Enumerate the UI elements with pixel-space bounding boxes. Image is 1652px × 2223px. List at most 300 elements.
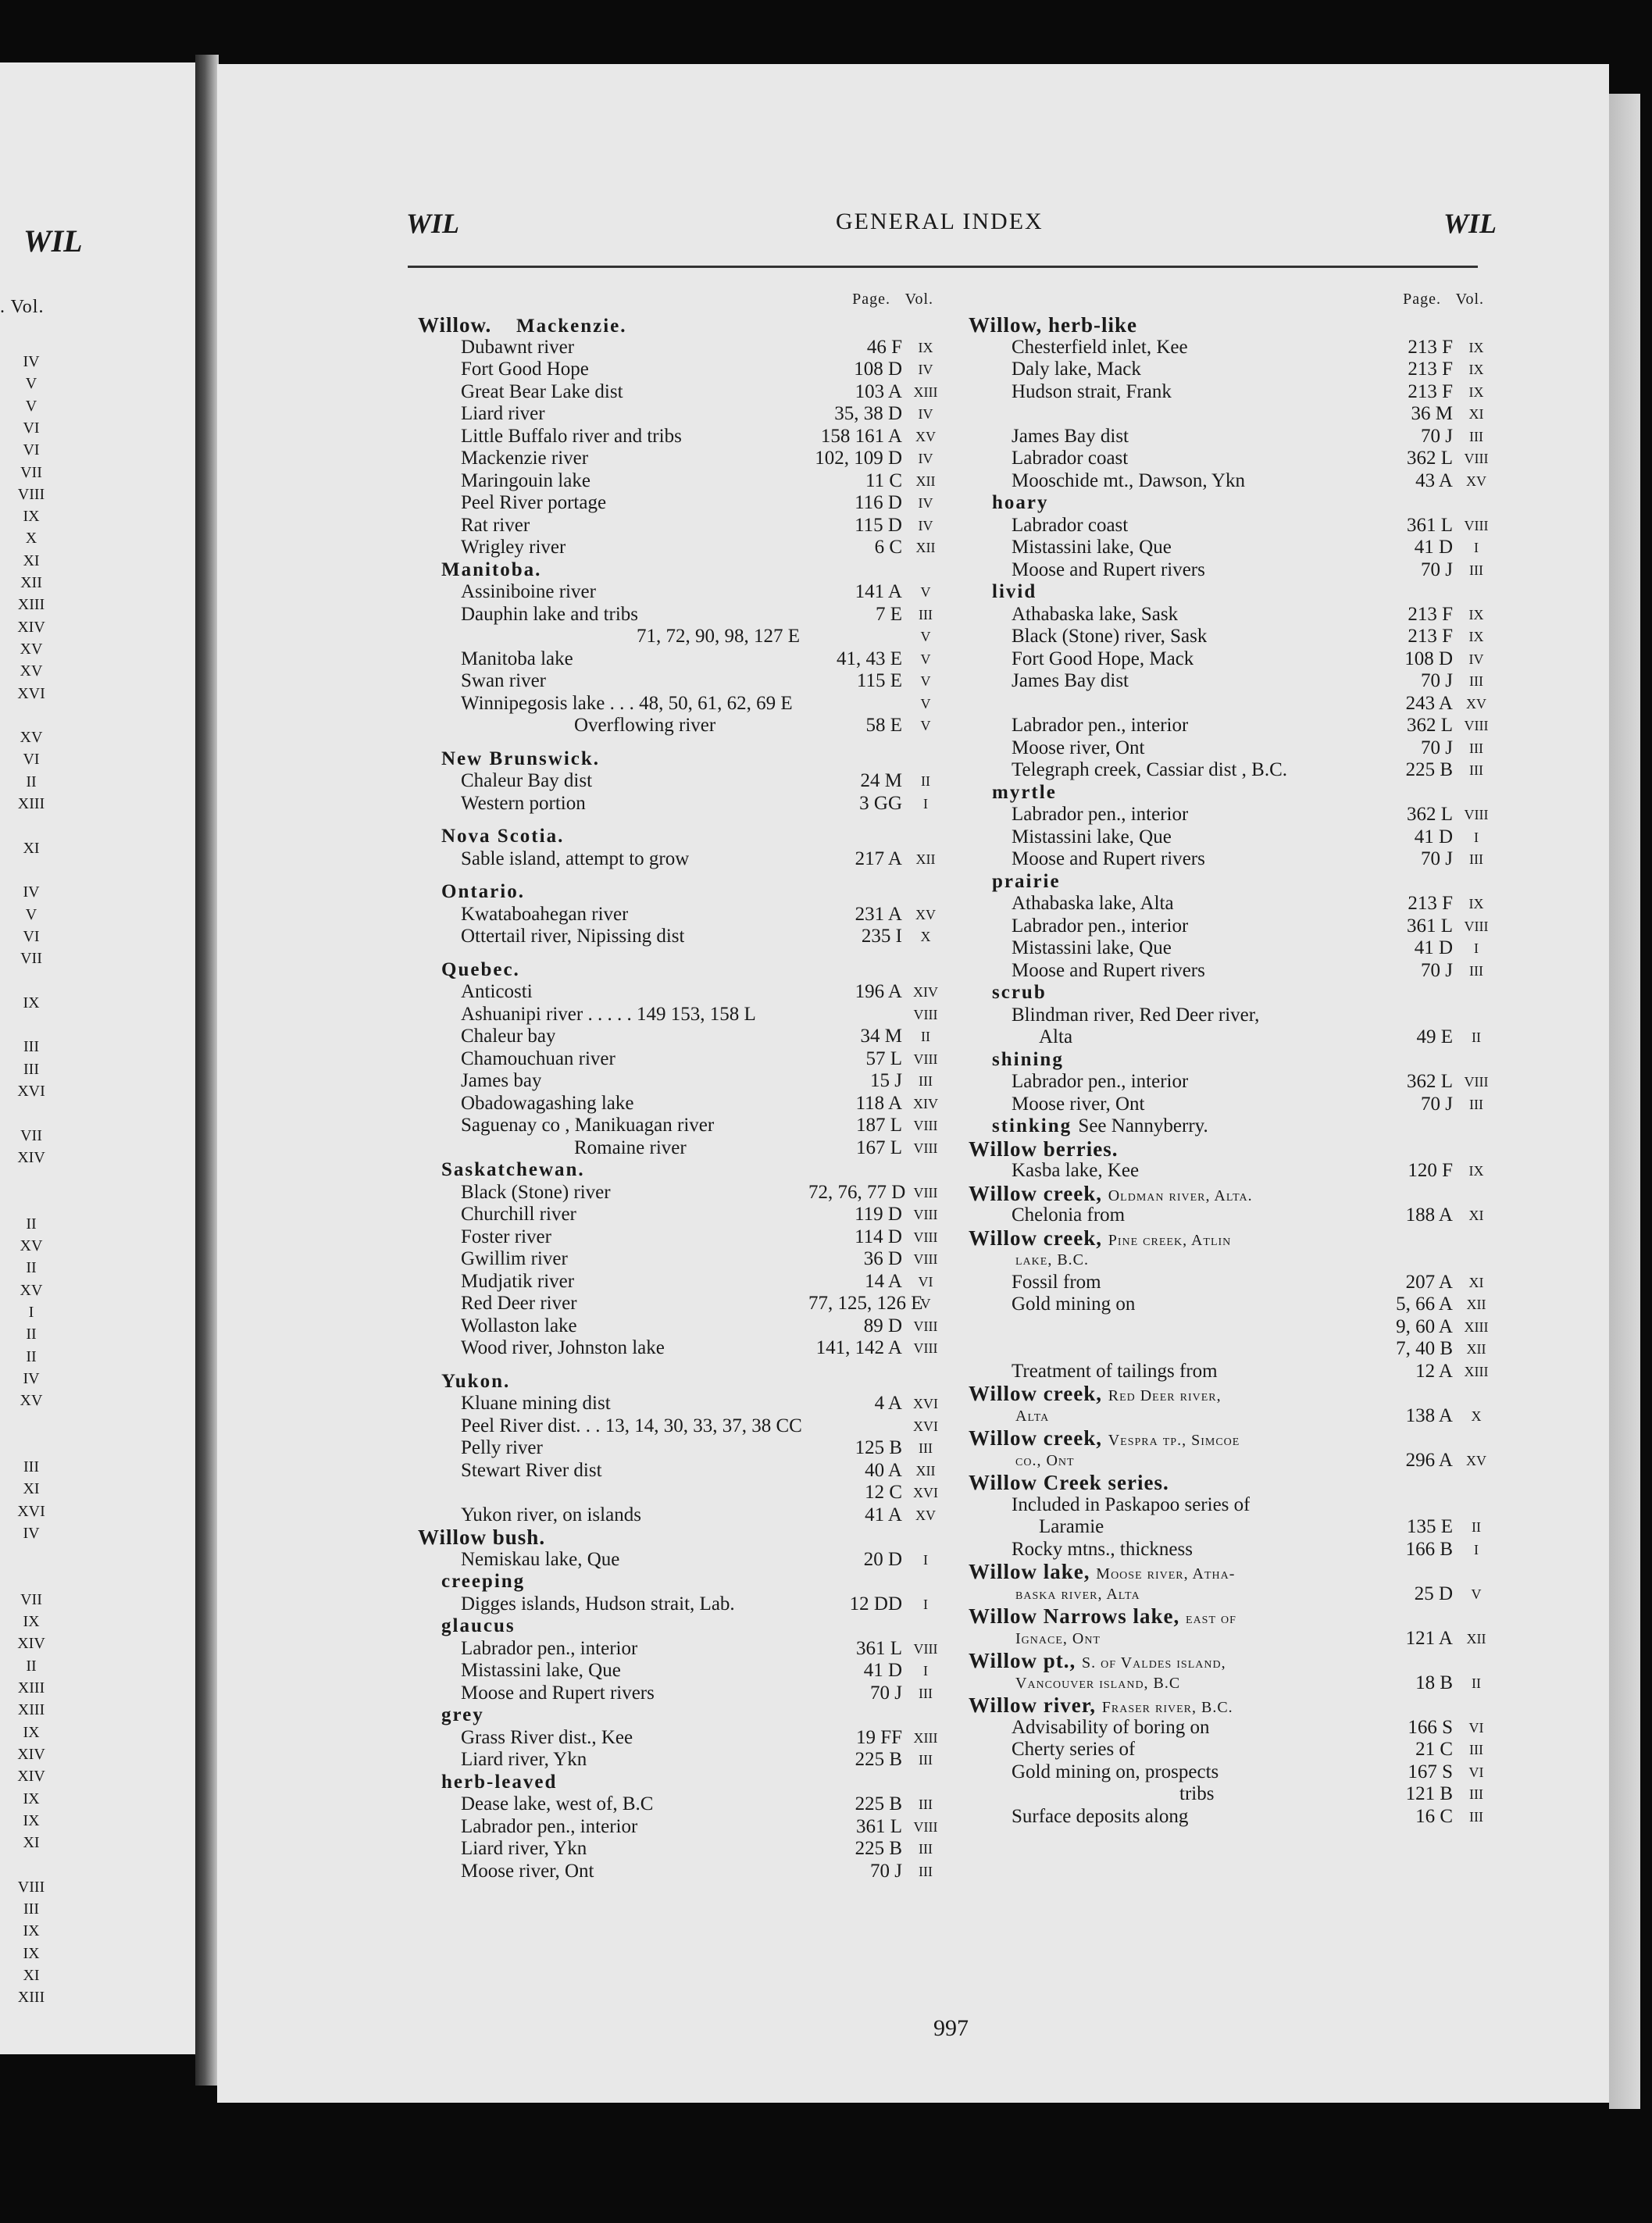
volume-reference: VI [918,1273,933,1290]
volume-reference: V [920,1296,931,1311]
index-subheading: herb-leaved [441,1771,558,1793]
page-reference: 167 S [1408,1761,1453,1782]
volume-reference: XV [915,1507,936,1523]
index-heading-locality: Fraser river, B.C. [1101,1699,1233,1716]
index-entry: Grass River dist., Kee [461,1726,633,1748]
index-line [969,826,1515,849]
volume-reference: V [920,673,931,689]
index-entry: Sable island, attempt to grow [461,847,690,869]
facing-vol-entry [0,1392,62,1410]
index-line [418,1571,965,1593]
index-entry: Hudson strait, Frank [1012,380,1172,402]
index-line [418,793,965,815]
volume-reference: V [920,651,931,667]
facing-vol-entry [0,1370,62,1388]
volume-reference: VIII [913,1640,938,1657]
index-entry: James Bay dist [1012,670,1129,691]
page-reference: 231 A [855,903,902,925]
index-entry: Liard river [461,403,545,424]
facing-vol-value: X [25,530,37,548]
volume-reference: IX [918,339,933,355]
page-reference: 362 L [1406,448,1453,469]
page-edge [1609,94,1640,2109]
vol-col-label: Vol. [904,291,933,308]
facing-vol-value: XI [23,1834,40,1852]
page-reference: 119 D [855,1204,902,1225]
index-line [969,604,1515,626]
facing-vol-value: VII [20,950,42,968]
index-line [969,1071,1515,1094]
page-reference: 7 E [875,603,902,625]
page-reference: 125 B [855,1437,902,1458]
facing-vol-entry [0,1834,62,1852]
facing-vol-value: VIII [17,1878,45,1896]
volume-reference: XI [1468,406,1484,422]
page-reference: 225 B [855,1793,902,1814]
page-reference: 225 B [855,1838,902,1859]
index-subheading: prairie [992,870,1061,892]
volume-reference: XI [1468,1274,1484,1290]
volume-reference: III [919,1685,933,1701]
index-line [969,515,1515,537]
index-line [969,915,1515,938]
index-subheading: livid [992,581,1037,602]
index-entry: Moose and Rupert rivers [1012,558,1205,580]
index-heading: Willow, herb-like [969,314,1138,337]
facing-vol-entry [0,662,62,680]
index-line [418,537,965,559]
index-line [969,1650,1515,1672]
facing-vol-entry [0,1149,62,1167]
volume-reference: IX [1468,339,1484,355]
volume-reference: XV [1466,1452,1486,1468]
index-entry: Mudjatik river [461,1270,575,1292]
facing-vol-entry [0,398,62,416]
facing-vol-value: II [26,1326,37,1343]
page-reference: 77, 125, 126 E [808,1293,923,1314]
index-line [418,1070,965,1093]
index-line [969,693,1515,715]
index-entry: Treatment of tailings from [1012,1360,1218,1382]
index-subheading: Ontario. [441,881,525,902]
page-reference: 243 A [1405,692,1453,714]
facing-vol-value: XIV [17,1768,45,1786]
page-reference: 70 J [870,1860,902,1882]
index-heading-locality: east of [1186,1610,1236,1627]
index-entry: Athabaska lake, Alta [1012,893,1174,914]
index-line [969,1316,1515,1339]
index-entry: Anticosti [461,981,533,1002]
index-line [969,1628,1515,1650]
volume-reference: I [923,1663,928,1679]
index-line [418,670,965,693]
index-subheading: myrtle [992,781,1057,803]
page-reference: 167 L [855,1136,902,1158]
running-title: GENERAL INDEX [836,209,1044,234]
facing-vol-value: IX [23,1723,40,1741]
volume-reference: X [1471,1408,1482,1424]
page-col-label: Page. [852,291,890,308]
index-entry-continued: Alta [1039,1026,1073,1047]
index-line [418,515,965,537]
index-entry: Liard river, Ykn [461,1838,587,1859]
page-reference: 141, 142 A [815,1337,902,1358]
index-line [418,1727,965,1750]
facing-vol-value: III [23,1060,39,1078]
volume-reference: V [920,695,931,712]
index-line [969,1806,1515,1829]
facing-vol-value: II [26,773,37,790]
index-entry-continued: Overflowing river [574,715,716,736]
volume-reference: VIII [913,1318,938,1334]
facing-vol-entry [0,1701,62,1719]
facing-vol-entry [0,1657,62,1675]
volume-reference: XI [1468,1208,1484,1223]
spacer [418,870,965,881]
index-line [969,337,1515,359]
volume-reference: III [1469,962,1483,979]
page-reference: 16 C [1415,1805,1453,1827]
index-line [969,1694,1515,1717]
page-reference: 108 D [1404,648,1453,669]
volume-reference: VIII [913,1140,938,1156]
index-entry: Labrador pen., interior [461,1815,638,1837]
page-reference: 116 D [855,492,902,513]
index-entry: Labrador pen., interior [1012,715,1189,736]
index-line [969,1739,1515,1761]
index-entry: Gold mining on [1012,1293,1136,1315]
volume-reference: I [923,1596,928,1612]
facing-vol-entry [0,1768,62,1786]
page-reference: 225 B [855,1749,902,1770]
volume-reference: II [1472,1029,1481,1045]
index-line [418,470,965,493]
facing-vol-value: XI [23,839,40,857]
index-line [418,693,965,715]
facing-vol-entry [0,1790,62,1808]
facing-vol-entry [0,640,62,658]
index-line [969,1183,1515,1205]
index-line [418,959,965,982]
index-entry: Maringouin lake [461,469,591,491]
page-reference: 5, 66 A [1396,1293,1453,1315]
facing-vol-value: XIV [17,1148,45,1166]
facing-vol-entry [0,1480,62,1498]
facing-vol-value: IV [23,883,40,901]
index-heading-continued: Vancouver island, B.C [1015,1674,1181,1692]
page-reference: 70 J [1421,425,1453,447]
facing-vol-entry [0,1083,62,1101]
index-line [418,1437,965,1460]
page-reference: 57 L [865,1047,902,1069]
facing-vol-value: V [25,375,37,393]
page-reference: 235 I [861,926,902,947]
facing-vol-entry [0,840,62,858]
index-line [418,1526,965,1549]
volume-reference: XIII [913,384,938,400]
page-col-label: Page. [1403,291,1441,308]
facing-vol-value: VII [20,1590,42,1608]
facing-vol-value: III [23,1038,39,1056]
facing-vol-entry [0,1967,62,1985]
index-entry: Obadowagashing lake [461,1092,634,1114]
index-line [418,881,965,904]
page-reference: 361 L [855,1815,902,1837]
index-entry: Labrador coast [1012,448,1129,469]
facing-vol-value: II [26,1657,37,1675]
facing-vol-entry [0,1348,62,1366]
facing-running-head: WIL [23,223,83,259]
index-entry: Mistassini lake, Que [461,1660,621,1681]
index-entry: Little Buffalo river and tribs [461,425,682,447]
page-reference: 70 J [1421,848,1453,869]
volume-reference: III [1469,740,1483,756]
page-reference: 11 C [865,469,902,491]
index-line [969,893,1515,915]
page-reference: 41 D [1414,826,1453,847]
volume-reference: III [919,1841,933,1857]
volume-reference: I [1474,940,1479,956]
index-subheading: New Brunswick. [441,748,601,769]
page-reference: 362 L [1406,804,1453,825]
index-line [418,770,965,793]
page-reference: 361 L [855,1637,902,1659]
facing-vol-entry [0,795,62,813]
index-entry: Ottertail river, Nipissing dist [461,926,685,947]
volume-reference: III [919,606,933,623]
index-heading-locality: Oldman river, Alta. [1108,1186,1253,1204]
running-head-left: WIL [406,208,460,239]
page-reference: 20 D [863,1548,902,1570]
volume-reference: XVI [913,1418,938,1434]
column-header [418,291,965,314]
page-reference: 12 A [1415,1360,1453,1382]
volume-reference: IV [918,495,933,511]
index-line [969,1227,1515,1250]
index-line [969,1561,1515,1583]
page-reference: 362 L [1406,1071,1453,1092]
index-line [969,804,1515,826]
volume-reference: I [923,795,928,812]
index-heading: Willow creek, Red Deer river, [969,1383,1222,1405]
volume-reference: I [1474,540,1479,555]
facing-vol-value: IX [23,1944,40,1962]
volume-reference: IV [918,451,933,466]
index-line [969,1138,1515,1161]
index-line [418,1660,965,1682]
facing-vol-value: XIII [17,1989,45,2007]
index-entry: Labrador pen., interior [1012,1071,1189,1092]
index-line [969,448,1515,470]
facing-vol-value: II [26,1259,37,1277]
index-subheading: creeping [441,1571,526,1592]
page-reference: 70 J [1421,959,1453,981]
index-line [969,1605,1515,1628]
facing-vol-value: IX [23,994,40,1012]
index-subheading: Mackenzie. [516,316,627,337]
index-subheading: Manitoba. [441,558,542,580]
volume-reference: XV [1466,473,1486,489]
page-reference: 41, 43 E [836,648,902,669]
volume-reference: XIV [913,984,938,1000]
index-line [969,737,1515,760]
volume-reference: II [921,773,930,789]
page-reference: 118 A [855,1092,902,1114]
index-heading-locality: S. of Valdes island, [1082,1654,1226,1672]
page-reference: 166 S [1408,1716,1453,1738]
index-line [418,581,965,604]
volume-reference: III [1469,428,1483,444]
index-entry: Moose and Rupert rivers [1012,959,1205,981]
volume-reference: V [920,584,931,600]
index-heading-locality: Moose river, Atha- [1096,1565,1236,1583]
page-reference: 158 161 A [820,425,902,447]
page-reference: 6 C [874,537,902,558]
page-reference: 41 D [863,1660,902,1681]
facing-vol-entry [0,1282,62,1300]
index-entry: Included in Paskapoo series of [1012,1493,1251,1515]
index-line [969,1204,1515,1227]
page-reference: 89 D [863,1315,902,1336]
index-heading: Willow Creek series. [969,1472,1169,1494]
index-entry: Peel River dist. . . 13, 14, 30, 33, 37, 38 CC [461,1415,802,1436]
index-line [969,1450,1515,1472]
page-reference: 19 FF [855,1726,902,1748]
index-line [969,1249,1515,1272]
index-line [969,1115,1515,1138]
facing-vol-value: XVI [17,684,45,702]
volume-reference: VIII [913,1051,938,1067]
index-entry: James Bay dist [1012,425,1129,447]
volume-reference: XVI [913,1396,938,1411]
facing-vol-value: XV [20,729,43,747]
index-entry: Dauphin lake and tribs [461,603,639,625]
index-entry: Telegraph creek, Cassiar dist , B.C. [1012,759,1288,780]
index-entry: Wood river, Johnston lake [461,1337,665,1358]
index-entry: Athabaska lake, Sask [1012,603,1179,625]
index-line [969,1094,1515,1116]
facing-vol-entry [0,441,62,459]
index-line [969,1160,1515,1183]
page-reference: 196 A [855,981,902,1002]
volume-reference: III [1469,1786,1483,1802]
index-line [418,1248,965,1271]
volume-reference: I [923,1551,928,1568]
page-reference: 41 A [865,1504,902,1525]
index-line [418,1460,965,1483]
spacer [418,737,965,748]
volume-reference: III [1469,1808,1483,1825]
index-entry: Stewart River dist [461,1459,602,1481]
index-line [418,1482,965,1504]
index-entry: Digges islands, Hudson strait, Lab. [461,1593,735,1615]
index-line [418,926,965,948]
index-entry: Advisability of boring on [1012,1716,1210,1738]
index-heading: Willow berries. [969,1137,1119,1160]
volume-reference: XVI [913,1485,938,1500]
index-line [418,1793,965,1816]
index-entry: Red Deer river [461,1293,577,1314]
volume-reference: X [920,929,931,944]
index-entry: Moose river, Ont [1012,737,1145,758]
index-line [418,1159,965,1182]
facing-vol-entry [0,1525,62,1543]
page-reference: 296 A [1405,1449,1453,1471]
index-entry: Ashuanipi river . . . . . 149 153, 158 L [461,1003,756,1025]
facing-vol-entry [0,1458,62,1476]
page-reference: 121 B [1405,1783,1453,1804]
facing-vol-entry [0,1945,62,1963]
index-line [969,960,1515,983]
volume-reference: VI [1468,1764,1484,1780]
facing-vol-entry [0,1900,62,1918]
index-line [418,904,965,926]
page-reference: 70 J [1421,558,1453,580]
volume-reference: IX [1468,896,1484,912]
index-line [418,1048,965,1071]
index-line [418,1293,965,1315]
index-entry: Foster river [461,1226,551,1247]
facing-vol-value: II [26,1215,37,1233]
facing-vol-value: IX [23,1811,40,1829]
vol-col-label: Vol. [1455,291,1484,308]
index-line [418,1704,965,1727]
index-line [418,1504,965,1527]
index-heading-locality: Red Deer river, [1108,1387,1222,1404]
spacer [418,1360,965,1371]
page-reference: 102, 109 D [815,448,902,469]
page-reference: 70 J [1421,1093,1453,1115]
page-reference: 58 E [865,715,902,736]
index-line [969,1583,1515,1606]
index-line [969,1361,1515,1383]
index-entry: Mackenzie river [461,448,589,469]
page-reference: 166 B [1405,1538,1453,1560]
facing-vol-value: XV [20,1392,43,1410]
page-reference: 187 L [855,1115,902,1136]
index-entry: Wrigley river [461,537,566,558]
facing-vol-entry [0,1746,62,1764]
facing-vol-value: IV [23,353,40,370]
facing-vol-entry [0,1591,62,1609]
index-entry: Moose and Rupert rivers [461,1682,655,1704]
page-reference: 12 C [865,1482,902,1503]
index-heading-continued: Alta [1015,1407,1050,1425]
volume-reference: XIII [1464,1363,1489,1379]
facing-vol-entry [0,508,62,526]
index-entry: Mistassini lake, Que [1012,826,1172,847]
volume-reference: VIII [1464,517,1489,533]
facing-vol-entry [0,906,62,924]
index-line [969,1516,1515,1539]
index-entry: Great Bear Lake dist [461,380,623,402]
facing-vol-entry [0,685,62,703]
page-reference: 24 M [860,770,902,791]
page-reference: 70 J [1421,737,1453,758]
page-reference: 213 F [1408,380,1453,402]
facing-vol-value: XI [23,551,40,569]
facing-vol-value: XII [20,574,42,591]
facing-vol-entry [0,619,62,637]
index-entry: Black (Stone) river [461,1181,611,1203]
page-reference: 14 A [865,1270,902,1292]
index-line [418,337,965,359]
index-line [418,314,965,337]
volume-reference: IX [1468,606,1484,623]
volume-reference: IV [1468,651,1484,667]
volume-reference: VIII [1464,1074,1489,1090]
index-line [969,537,1515,559]
